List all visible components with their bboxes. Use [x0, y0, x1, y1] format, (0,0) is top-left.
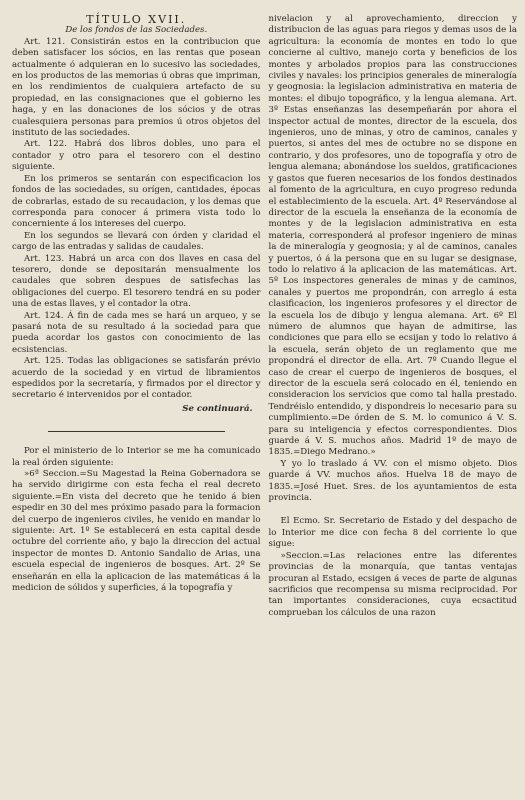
paragraph-decreto-continued: nivelacion y al aprovechamiento, direccion y distribucion de las aguas para riegos y demas usos de la agricultura: la economía de montes en todo lo que concierne al cultivo, manejo corta y beneficios de los montes y arbolados propios para las construcciones civiles y navales: los principios generales de mineralogía y geognosia: la legislacion administrativa en materia de montes: el dibujo topográfico, y la lengua alemana. Art. 3º Estas enseñanzas las desempeñarán por ahora el inspector actual de montes, director de la escuela, dos ingenieros, uno de minas, y otro de caminos, canales y puertos, si antes del mes de octubre no se dispone en contrario, y dos profesores, uno de topografía y otro de lengua alemana; abonándose los sueldos, gratificaciones y gastos que fueren necesarios de los fondos destinados al fomento de la agricultura, en cuyo progreso redunda el establecimiento de la escuela. Art. 4º Reservándose al director de la escuela la enseñanza de la economía de montes y de la legislacion administrativa en esta materia, corresponderá al profesor ingeniero de minas la de mineralogía y geognosia; y al de caminos, canales y puertos, ó á la persona que en su lugar se designase, todo lo relativo á la aplicacion de las matemáticas. Art. 5º Los inspectores generales de minas y de caminos, canales y puertos me propondrán, con arreglo á esta clasificacion, los ingenieros profesores y el director de la escuela los de dibujo y lengua alemana. Art. 6º El número de alumnos que hayan de admitirse, las condiciones que para ello se ecsijan y todo lo relativo á la escuela, serán objeto de un reglamento que me propondrá el director de ella. Art. 7º Cuando llegue el caso de crear el cuerpo de ingenieros de bosques, el director de la escuela será colocado en él, teniendo en consideracion los servicios que como tal halla prestado. Tendréislo entendido, y dispondreis lo necesario para su cumplimiento.=De órden de S. M. lo comunico á V. S. para su inteligencia y efectos correspondientes. Dios guarde á V. S. muchos años. Madrid 1º de mayo de 1835.=Diego Medrano.»	[268, 14, 517, 458]
paragraph-art-124: Art. 124. Á fin de cada mes se hará un arqueo, y se pasará nota de su resultado á la sociedad para que pueda acordar los gastos con conocimiento de las ecsistencias.	[12, 310, 261, 355]
paragraph-segundos: En los segundos se llevará con órden y claridad el cargo de las entradas y salidas de caudales.	[12, 230, 261, 253]
paragraph-ministerio: Por el ministerio de lo Interior se me ha comunicado la real órden siguiente:	[12, 446, 261, 468]
spacer	[269, 504, 518, 516]
paragraph-art-123: Art. 123. Habrá un arca con dos llaves en casa del tesorero, donde se depositarán mensualmente los caudales que sobren despues de satisfechas las obligaciones del cuerpo. El tesorero tendrá en su poder una de estas llaves, y el contador la otra.	[12, 253, 261, 310]
section-title: TÍTULO XVII.	[86, 13, 187, 26]
right-column	[269, 14, 518, 800]
paragraph-art-122: Art. 122. Habrá dos libros dobles, uno para el contador y otro para el tesorero con el destino siguiente.	[12, 139, 261, 173]
paragraph-art-121: Art. 121. Consistirán estos en la contribucion que deben satisfacer los sócios, en las rentas que posean actualmente ó adquieran en lo sucesivo las sociedades, en los productos de las memorias ú obras que impriman, en los rendimientos de cualquiera artefacto de su propiedad, en las consignaciones que el gobierno les haga, y en las donaciones de los sócios y de otras cualesquiera personas para premios ú otros objetos del instituto de las sociedades.	[12, 36, 261, 139]
continuation-note: Se continuará.	[182, 403, 253, 414]
left-column	[12, 14, 261, 800]
paragraph-ecmo-secretario: El Ecmo. Sr. Secretario de Estado y del despacho de lo Interior me dice con fecha 8 del corriente lo que sigue:	[268, 516, 517, 550]
paragraph-art-125: Art. 125. Todas las obligaciones se satisfarán prévio acuerdo de la sociedad y en virtud de libramientos espedidos por la secretaría, y firmados por el director y secretario é intervenidos por el contador.	[12, 356, 261, 401]
section-divider	[48, 431, 225, 432]
section-subtitle: De los fondos de las Sociedades.	[65, 25, 208, 36]
paragraph-primeros: En los primeros se sentarán con especificacion los fondos de las sociedades, su orígen, cantidades, épocas de cobrarlas, estado de su recaudacion, y los demas que corresponda para conocer á primera vista todo lo concerniente á los intereses del cuerpo.	[12, 173, 261, 230]
paragraph-real-decreto: »6ª Seccion.=Su Magestad la Reina Gobernadora se ha servido dirigirme con esta fecha el real decreto siguiente.=En vista del decreto que he tenido á bien espedir en 30 del mes próximo pasado para la formacion del cuerpo de ingenieros civiles, he venido en mandar lo siguiente: Art. 1º Se establecerá en esta capital desde octubre del corriente año, y bajo la direccion del actual inspector de montes D. Antonio Sandalio de Arias, una escuela especial de ingenieros de bosques. Art. 2º Se enseñarán en ella la aplicacion de las matemáticas á la medicion de sólidos y superficies, á la topografía y	[12, 469, 261, 594]
paragraph-seccion-relaciones: »Seccion.=Las relaciones entre las diferentes provincias de la monarquía, que tantas ventajas procuran al Estado, ecsigen á veces de parte de algunas sacrificios que recompensa su misma reciprocidad. Por tan importantes consideraciones, cuya ecsactitud comprueban los cálculos de una razon	[268, 550, 517, 618]
paragraph-traslado: Y yo lo traslado á VV. con el mismo objeto. Dios guarde á VV. muchos años. Huelva 18 de mayo de 1835.=José Huet. Sres. de los ayuntamientos de esta provincia.	[268, 458, 517, 504]
